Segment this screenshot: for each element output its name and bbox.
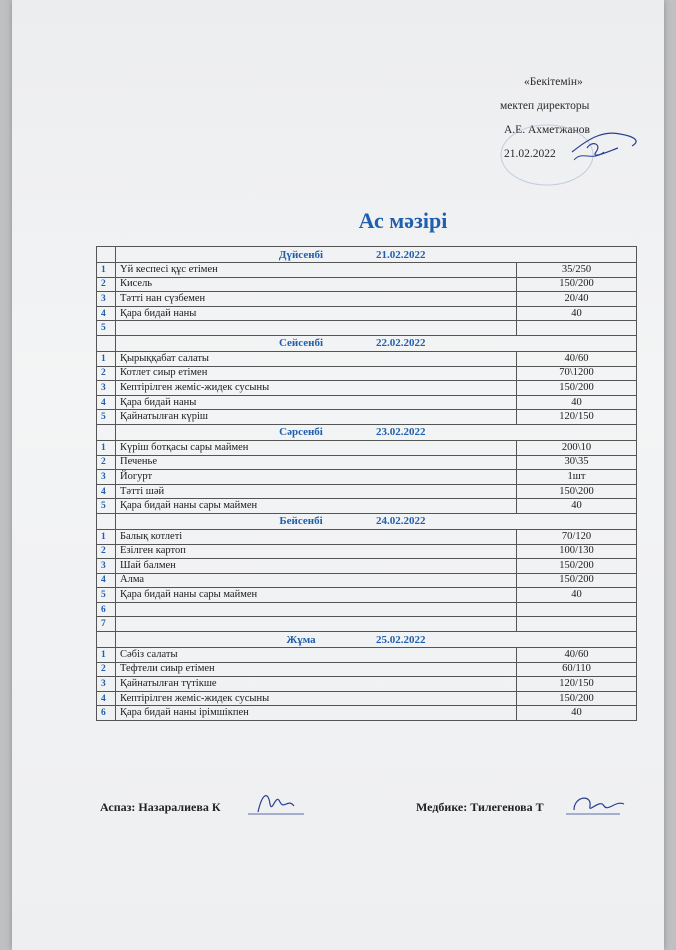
approval-date: 21.02.2022 [504,148,556,160]
nurse-label: Медбике: Тилегенова Т [416,800,544,814]
table-row [97,292,637,307]
day-date: 22.02.2022 [376,337,426,350]
row-number: 2 [97,455,116,470]
table-row [97,263,637,278]
row-number: 5 [97,588,116,603]
day-date: 25.02.2022 [376,633,426,646]
day-header [116,247,637,263]
day-header-row [97,513,637,529]
day-header-row [97,424,637,440]
table-row [97,662,637,677]
table-row [97,277,637,292]
menu-table [96,246,637,721]
row-number: 1 [97,648,116,663]
dish-name: Тәтті шәй [116,484,517,499]
dish-name: Қара бидай наны [116,395,517,410]
day-date: 24.02.2022 [376,515,426,528]
portion-qty: 150/200 [517,559,637,574]
dish-name: Қара бидай наны ірімшікпен [116,706,517,721]
portion-qty [517,321,637,336]
table-row [97,691,637,706]
table-row [97,617,637,632]
table-row [97,381,637,396]
table-row [97,306,637,321]
portion-qty: 40 [517,706,637,721]
portion-qty: 40 [517,395,637,410]
table-row [97,366,637,381]
dish-name: Қайнатылған күріш [116,410,517,425]
row-number: 3 [97,677,116,692]
day-header-row [97,335,637,351]
portion-qty: 150/200 [517,381,637,396]
portion-qty: 150/200 [517,277,637,292]
dish-name: Қара бидай наны сары маймен [116,588,517,603]
table-row [97,351,637,366]
row-number: 1 [97,351,116,366]
dish-name: Балық котлеті [116,529,517,544]
day-header [116,335,637,351]
row-number: 6 [97,706,116,721]
row-number: 4 [97,306,116,321]
dish-name: Қырыққабат салаты [116,351,517,366]
day-name: Сәрсенбі [279,426,323,439]
row-number: 2 [97,277,116,292]
dish-name: Тефтели сиыр етімен [116,662,517,677]
dish-name [116,617,517,632]
table-row [97,602,637,617]
day-date: 21.02.2022 [376,248,426,261]
dish-name [116,321,517,336]
dish-name: Кептірілген жеміс-жидек сусыны [116,691,517,706]
dish-name: Тәтті нан сүзбемен [116,292,517,307]
dish-name: Езілген картоп [116,544,517,559]
portion-qty: 100/130 [517,544,637,559]
document-page [12,0,664,950]
table-row [97,588,637,603]
day-name: Дүйсенбі [278,248,324,261]
row-number: 6 [97,602,116,617]
cook-label: Аспаз: Назаралиева К [100,800,221,814]
portion-qty: 150/200 [517,691,637,706]
row-number: 2 [97,544,116,559]
row-number: 4 [97,395,116,410]
table-row [97,321,637,336]
table-row [97,544,637,559]
dish-name: Алма [116,573,517,588]
day-name: Бейсенбі [279,515,323,528]
portion-qty: 150/200 [517,573,637,588]
day-header-blank [97,247,116,263]
table-row [97,484,637,499]
dish-name: Қайнатылған түтікше [116,677,517,692]
portion-qty: 30\35 [517,455,637,470]
day-name: Сейсенбі [278,337,324,350]
day-header-blank [97,424,116,440]
portion-qty: 60/110 [517,662,637,677]
table-row [97,648,637,663]
cook-signature [244,784,314,824]
row-number: 5 [97,321,116,336]
table-row [97,706,637,721]
row-number: 3 [97,381,116,396]
row-number: 4 [97,484,116,499]
table-row [97,573,637,588]
portion-qty: 40 [517,499,637,514]
nurse-signature [564,788,634,824]
dish-name: Печенье [116,455,517,470]
portion-qty: 40/60 [517,351,637,366]
row-number: 4 [97,691,116,706]
approval-title: «Бекітемін» [524,76,583,88]
approval-position: мектеп директоры [500,100,590,112]
portion-qty: 70/120 [517,529,637,544]
dish-name: Күріш ботқасы сары маймен [116,440,517,455]
portion-qty [517,617,637,632]
day-header-blank [97,335,116,351]
table-row [97,499,637,514]
row-number: 1 [97,529,116,544]
day-date: 23.02.2022 [376,426,426,439]
table-row [97,677,637,692]
dish-name: Шай балмен [116,559,517,574]
day-name: Жұма [286,633,316,646]
approval-director-name: А.Е. Ахметжанов [504,124,590,136]
portion-qty: 120/150 [517,410,637,425]
table-row [97,559,637,574]
row-number: 1 [97,263,116,278]
dish-name: Котлет сиыр етімен [116,366,517,381]
row-number: 5 [97,410,116,425]
portion-qty [517,602,637,617]
table-row [97,410,637,425]
day-header [116,424,637,440]
portion-qty: 40 [517,306,637,321]
dish-name: Кисель [116,277,517,292]
dish-name: Қара бидай наны сары маймен [116,499,517,514]
portion-qty: 200\10 [517,440,637,455]
row-number: 5 [97,499,116,514]
row-number: 7 [97,617,116,632]
dish-name [116,602,517,617]
dish-name: Кептірілген жеміс-жидек сусыны [116,381,517,396]
page-title: Ас мәзірі [358,208,448,233]
portion-qty: 120/150 [517,677,637,692]
portion-qty: 150\200 [517,484,637,499]
portion-qty: 40/60 [517,648,637,663]
row-number: 2 [97,662,116,677]
row-number: 1 [97,440,116,455]
day-header-row [97,247,637,263]
portion-qty: 35/250 [517,263,637,278]
day-header-blank [97,513,116,529]
day-header-row [97,632,637,648]
table-row [97,395,637,410]
row-number: 3 [97,470,116,485]
table-row [97,529,637,544]
dish-name: Үй кеспесі құс етімен [116,263,517,278]
portion-qty: 20/40 [517,292,637,307]
dish-name: Қара бидай наны [116,306,517,321]
day-header-blank [97,632,116,648]
table-row [97,455,637,470]
row-number: 3 [97,292,116,307]
row-number: 4 [97,573,116,588]
row-number: 2 [97,366,116,381]
table-row [97,440,637,455]
portion-qty: 1шт [517,470,637,485]
dish-name: Йогурт [116,470,517,485]
director-signature-stamp [492,100,642,190]
day-header [116,513,637,529]
dish-name: Сәбіз салаты [116,648,517,663]
portion-qty: 70\1200 [517,366,637,381]
row-number: 3 [97,559,116,574]
table-row [97,470,637,485]
portion-qty: 40 [517,588,637,603]
day-header [116,632,637,648]
